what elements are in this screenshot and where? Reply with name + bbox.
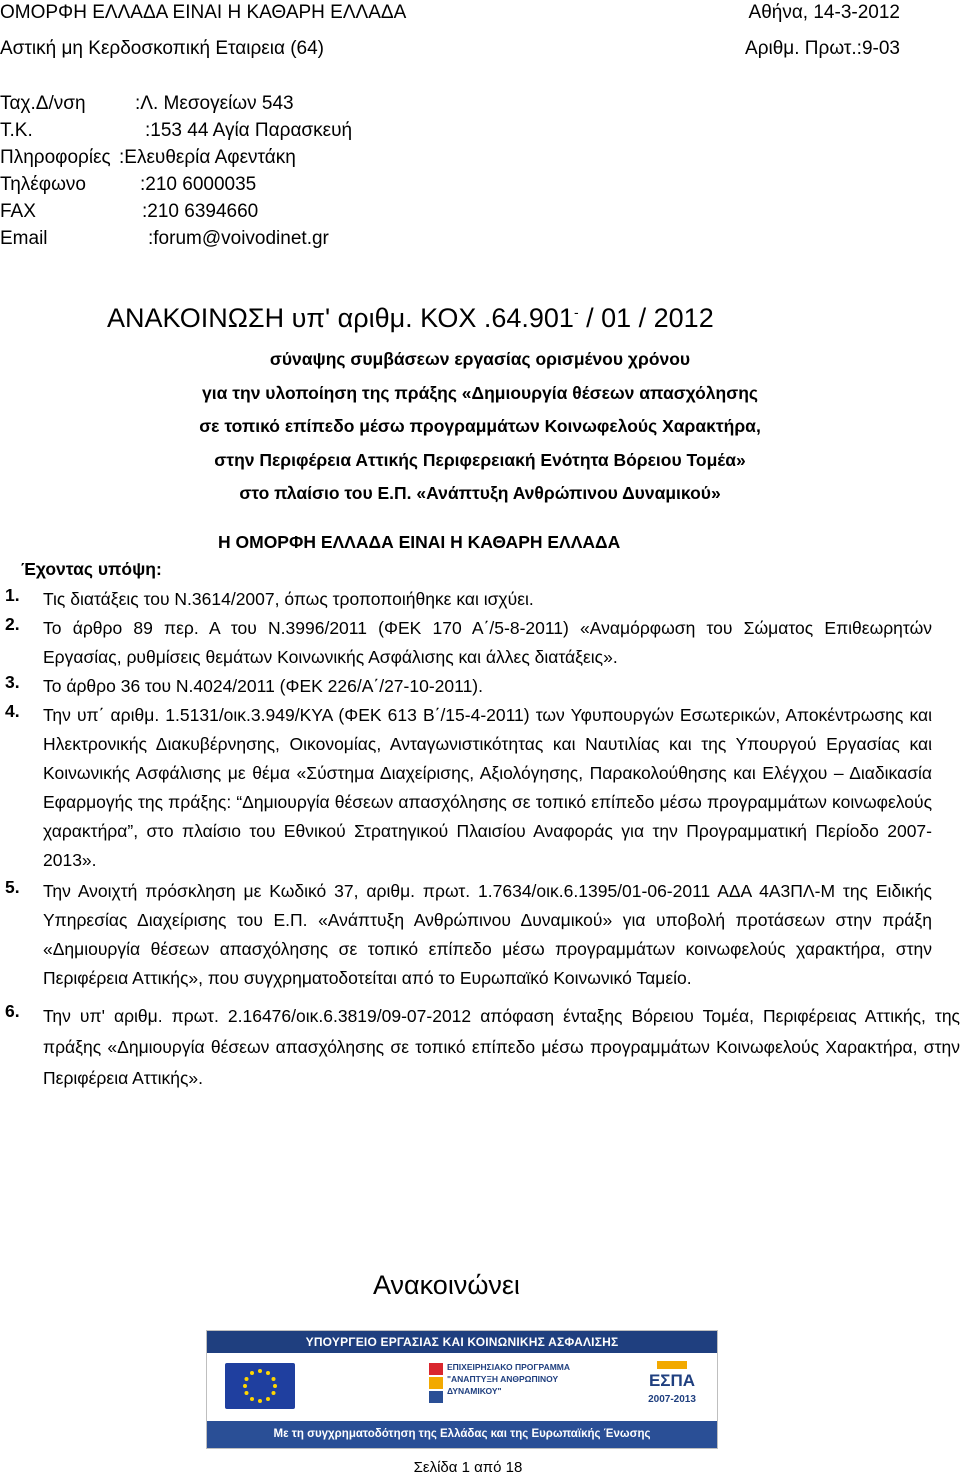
considerations-list — [0, 585, 960, 1094]
list-item — [0, 877, 932, 993]
subtitle-line: για την υλοποίηση της πράξης «Δημιουργία θέσεων απασχόλησης — [202, 382, 758, 403]
list-item — [0, 585, 932, 614]
item-number: 6. — [5, 1001, 20, 1021]
contact-value: :Λ. Μεσογείων 543 — [135, 93, 294, 114]
title-main: ΑΝΑΚΟΙΝΩΣΗ υπ' αριθμ. ΚΟΧ .64.901 — [107, 303, 574, 333]
program-logo-icon — [429, 1363, 443, 1403]
item-text: Το άρθρο 89 περ. Α του Ν.3996/2011 (ΦΕΚ 170 Α΄/5-8-2011) «Αναμόρφωση του Σώματος Επιθεωρητών Εργασίας, ρυθμίσεις θεμάτων Κοινωνικής Ασφάλισης και άλλες διατάξεις». — [43, 618, 932, 667]
contact-value: :210 6394660 — [142, 201, 259, 222]
espa-logo-icon — [637, 1361, 707, 1415]
list-item — [0, 1001, 960, 1094]
page-number: Σελίδα 1 από 18 — [413, 1459, 523, 1476]
contact-value: :153 44 Αγία Παρασκευή — [145, 120, 353, 141]
espa-label: ΕΣΠΑ — [648, 1371, 696, 1390]
announcement-title — [107, 303, 714, 334]
item-number: 1. — [5, 585, 20, 605]
logos-strip — [207, 1353, 717, 1421]
program-line-1: ΕΠΙΧΕΙΡΗΣΙΑΚΟ ΠΡΟΓΡΑΜΜΑ — [447, 1362, 571, 1372]
contact-label: Τηλέφωνο — [0, 174, 86, 195]
protocol-number: Αριθμ. Πρωτ.:9-03 — [745, 38, 900, 59]
contact-label: Ταχ.Δ/νση — [0, 93, 86, 114]
contact-label: Πληροφορίες — [0, 147, 111, 168]
funding-banner — [206, 1330, 718, 1449]
announcement-subtitle — [0, 343, 960, 511]
list-item — [0, 672, 932, 701]
contact-value: :210 6000035 — [140, 174, 257, 195]
contact-label: Email — [0, 228, 48, 249]
list-item — [0, 614, 932, 672]
item-text: Το άρθρο 36 του Ν.4024/2011 (ΦΕΚ 226/Α΄/27-10-2011). — [43, 676, 483, 696]
contact-label: Τ.Κ. — [0, 120, 33, 141]
subtitle-line: σύναψης συμβάσεων εργασίας ορισμένου χρόνου — [269, 349, 691, 369]
item-text: Την Ανοιχτή πρόσκληση με Κωδικό 37, αριθμ. πρωτ. 1.7634/οικ.6.1395/01-06-2011 ΑΔΑ 4Α3ΠΛ-Μ της Ειδικής Υπηρεσίας Διαχείρισης του Ε.Π. «Ανάπτυξη Ανθρώπινου Δυναμικού» για υποβολή προτάσεων στην πράξη «Δημιουργία θέσεων απασχόλησης σε τοπικό επίπεδο μέσω προγραμμάτων κοινωφελούς χαρακτήρα, στην Περιφέρεια Αττικής», που συγχρηματοδοτείται από το Ευρωπαϊκό Κοινωνικό Ταμείο. — [43, 881, 932, 988]
item-text: Τις διατάξεις του Ν.3614/2007, όπως τροποποιήθηκε και ισχύει. — [43, 589, 534, 609]
item-text: Την υπ' αριθμ. πρωτ. 2.16476/οικ.6.3819/09-07-2012 απόφαση ένταξης Βόρειου Τομέα, Περιφέρειας Αττικής, της πράξης «Δημιουργία θέσεων απασχόλησης σε τοπικό επίπεδο μέσω προγραμμάτων Κοινωφελούς Χαρακτήρα, στην Περιφέρεια Αττικής». — [43, 1006, 960, 1088]
contact-value: :Ελευθερία Αφεντάκη — [119, 147, 296, 168]
document-date: Αθήνα, 14-3-2012 — [748, 2, 900, 23]
considering-heading: Έχοντας υπόψη: — [21, 559, 162, 579]
contact-label: FAX — [0, 201, 36, 222]
org-heading: Η ΟΜΟΡΦΗ ΕΛΛΑΔΑ ΕΙΝΑΙ Η ΚΑΘΑΡΗ ΕΛΛΑΔΑ — [218, 532, 621, 552]
list-item — [0, 701, 932, 875]
program-text — [447, 1361, 597, 1397]
item-text: Την υπ΄ αριθμ. 1.5131/οικ.3.949/ΚΥΑ (ΦΕΚ 613 Β΄/15-4-2011) των Υφυπουργών Εσωτερικών, Αποκέντρωσης και Ηλεκτρονικής Διακυβέρνησης, Οικονομίας, Ανταγωνιστικότητας και Ναυτιλίας και της Υπουργού Εργασίας και Κοινωνικής Ασφάλισης με θέμα «Σύστημα Διαχείρισης, Αξιολόγησης, Παρακολούθησης και Ελέγχου – Διαδικασία Εφαρμογής της πράξης: “Δημιουργία θέσεων απασχόλησης σε τοπικό επίπεδο μέσω προγραμμάτων κοινωφελούς χαρακτήρα”, στο πλαίσιο του Εθνικού Στρατηγικού Πλαισίου Αναφοράς για την Προγραμματική Περίοδο 2007-2013». — [43, 705, 932, 870]
org-name: ΟΜΟΡΦΗ ΕΛΛΑΔΑ ΕΙΝΑΙ Η ΚΑΘΑΡΗ ΕΛΛΑΔΑ — [0, 2, 407, 23]
subtitle-line: σε τοπικό επίπεδο μέσω προγραμμάτων Κοινωφελούς Χαρακτήρα, — [199, 416, 761, 436]
cofunding-strip: Με τη συγχρηματοδότηση της Ελλάδας και της Ευρωπαϊκής Ένωσης — [207, 1421, 717, 1448]
title-sup: - — [573, 304, 579, 320]
ministry-strip: ΥΠΟΥΡΓΕΙΟ ΕΡΓΑΣΙΑΣ ΚΑΙ ΚΟΙΝΩΝΙΚΗΣ ΑΣΦΑΛΙΣΗΣ — [207, 1331, 717, 1353]
item-number: 5. — [5, 877, 20, 897]
subtitle-line: στην Περιφέρεια Αττικής Περιφερειακή Ενότητα Βόρειου Τομέα» — [214, 449, 746, 470]
announces-heading: Ανακοινώνει — [373, 1270, 520, 1300]
title-end: / 01 / 2012 — [578, 303, 714, 333]
espa-years: 2007-2013 — [648, 1394, 696, 1405]
program-line-2: "ΑΝΑΠΤΥΞΗ ΑΝΘΡΩΠΙΝΟΥ ΔΥΝΑΜΙΚΟΥ" — [447, 1374, 559, 1396]
contact-email: :forum@voivodinet.gr — [148, 228, 329, 249]
eu-flag-icon — [225, 1363, 295, 1409]
item-number: 3. — [5, 672, 20, 692]
item-number: 2. — [5, 614, 20, 634]
subtitle-line: στο πλαίσιο του Ε.Π. «Ανάπτυξη Ανθρώπινου Δυναμικού» — [239, 483, 721, 503]
org-type: Αστική μη Κερδοσκοπική Εταιρεια (64) — [0, 38, 324, 59]
item-number: 4. — [5, 701, 20, 721]
